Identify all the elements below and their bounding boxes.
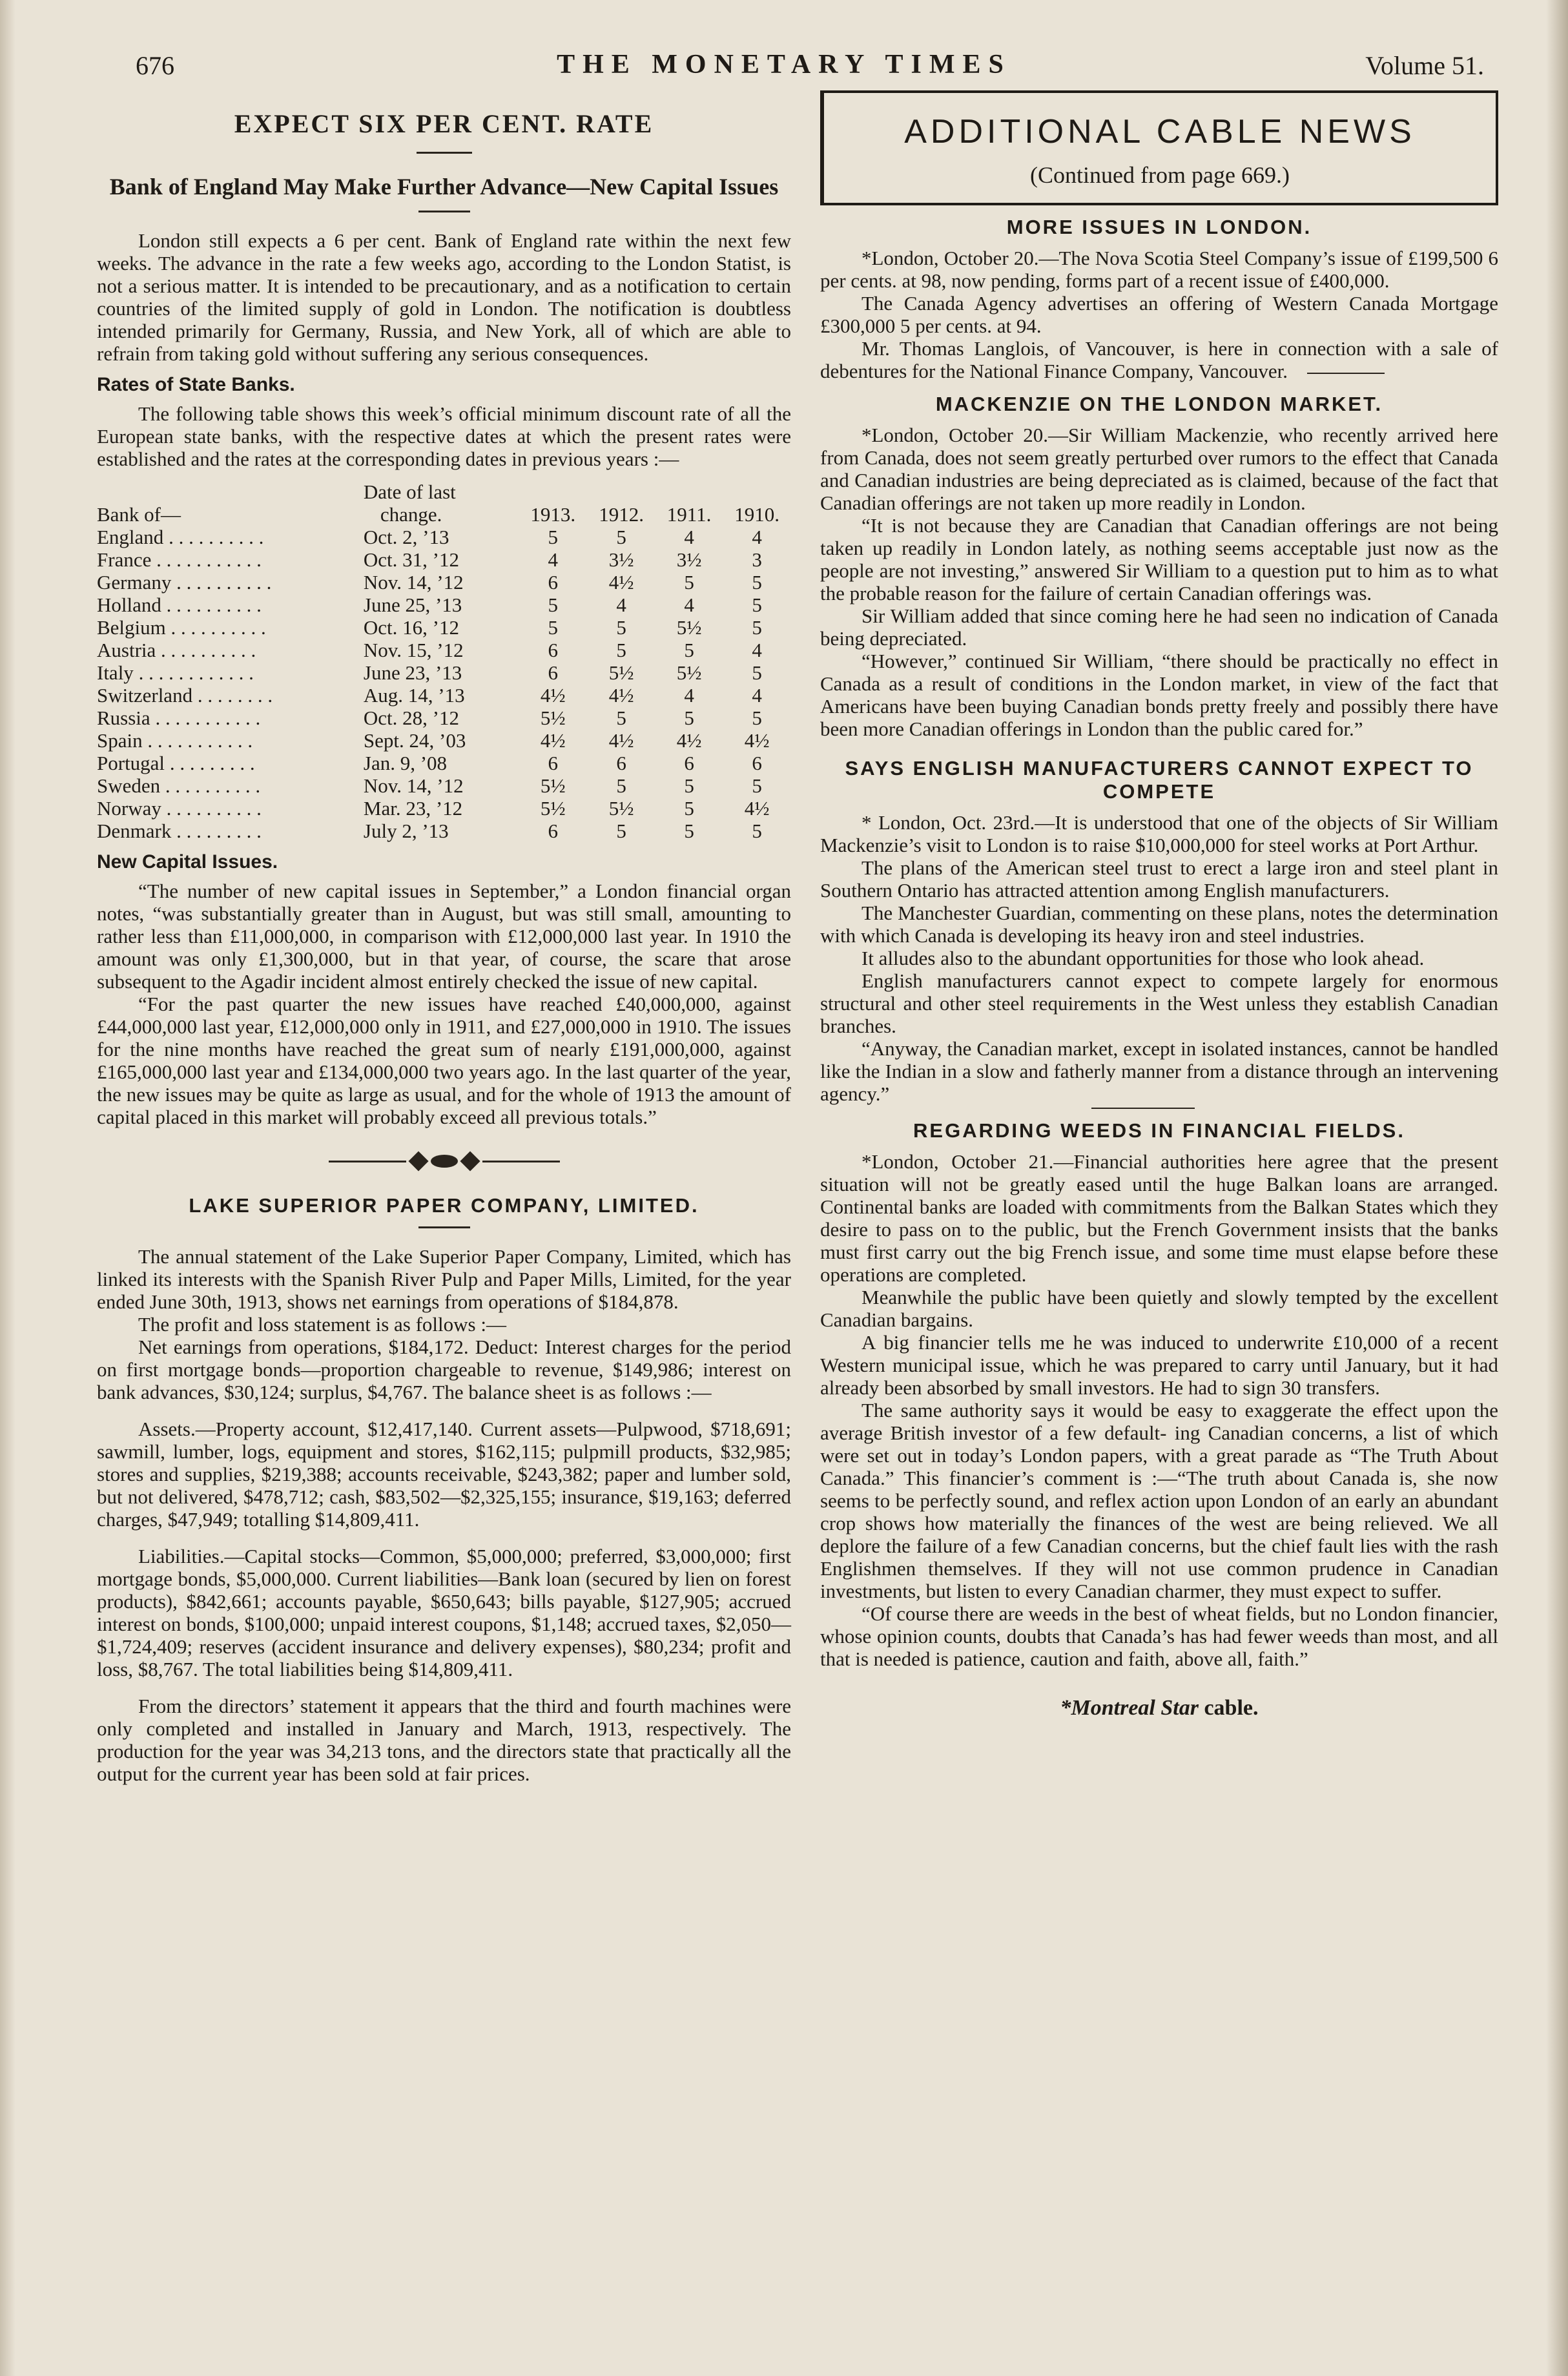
weeds-title: REGARDING WEEDS IN FINANCIAL FIELDS. [913, 1119, 1405, 1142]
rate-1912-cell: 6 [616, 752, 626, 774]
lake-assets-paragraph: Assets.—Property account, $12,417,140. Current assets—Pulpwood, $718,691; sawmill, lumber, logs, equipment and stores, $162,115; pulpmill products, $32,985; stores and supplies, $219,388; accounts receivable, $243,382; paper and lumber sold, but not delivered, $478,712; cash, $83,502—$2,325,155; insurance, $19,163; deferred charges, $47,949; totalling $14,809,411. [97, 1418, 791, 1531]
leader-dots: . . . . . . . . . . . [151, 548, 262, 571]
rate-1910-cell: 4½ [744, 729, 770, 752]
bank-name-cell [97, 752, 364, 774]
rate-1912-cell: 3½ [608, 548, 634, 571]
manufacturers-paragraph-2: The plans of the American steel trust to erect a large iron and steel plant in Southern Ontario has attracted attention among English manufacturers. [820, 856, 1498, 902]
capital-paragraph-1: “The number of new capital issues in September,” a London financial organ notes, “was substantially greater than in August, but was still small, amounting to rather less than £11,000,000, in comparison with £12,000,000 last year. In 1910 the amount was only £1,300,000, but in that year, of course, the scare that arose subsequent to the Agadir incident almost entirely checked the issue of new capital. [97, 880, 791, 993]
lake-title-rule [418, 1226, 470, 1228]
bank-name-cell [97, 707, 364, 729]
table-row [97, 729, 791, 752]
bank-name-cell [97, 548, 364, 571]
rate-1912-cell: 5½ [608, 661, 634, 684]
leader-dots: . . . . . . . . . . [156, 639, 256, 661]
rate-1911-cell: 4 [684, 594, 694, 616]
more-issues-paragraph-3 [820, 337, 1498, 382]
lake-superior-title: LAKE SUPERIOR PAPER COMPANY, LIMITED. [189, 1194, 699, 1217]
cable-news-title: ADDITIONAL CABLE NEWS [904, 113, 1416, 150]
rate-1913-cell: 5½ [540, 774, 566, 797]
rate-1913-cell: 5 [548, 594, 558, 616]
date-cell: Nov. 14, ’12 [363, 571, 464, 594]
date-cell: Sept. 24, ’03 [363, 729, 466, 752]
bank-name-cell [97, 684, 364, 707]
rate-1911-cell: 4 [684, 684, 694, 707]
journal-title: THE MONETARY TIMES [557, 50, 1011, 79]
leader-dots: . . . . . . . . . [165, 752, 255, 774]
section-dash [1307, 373, 1385, 374]
date-cell: Oct. 31, ’12 [363, 548, 459, 571]
leader-dots: . . . . . . . . . . . [142, 729, 253, 752]
section-dash-2 [1091, 1108, 1195, 1109]
leader-dots: . . . . . . . . [192, 684, 273, 707]
article-subtitle-rate: Bank of England May Make Further Advance—New Capital Issues [109, 174, 779, 200]
rate-1910-cell: 4 [752, 684, 762, 707]
rates-subheading: Rates of State Banks. [97, 374, 295, 395]
more-issues-paragraph-1: *London, October 20.—The Nova Scotia Steel Company’s issue of £199,500 6 per cents. at 98, now pending, forms part of a recent issue of £400,000. [820, 247, 1498, 292]
rate-1912-cell: 5½ [608, 797, 634, 820]
table-header-row-1 [97, 480, 791, 503]
weeds-paragraph-4: The same authority says it would be easy to exaggerate the effect upon the average British investor of a few default- ing Canadian concerns, a list of which were set out in today’s London papers, with a great parade as “The Truth About Canada.” This financier’s comment is :—“The truth about Canada is, she now seems to be perfectly sound, and reflex action upon London of an early an abundant crop shows how materially the finances of the west are being relieved. We all deplore the failure of a few Canadian concerns, but the chief fault lies with the rash Englishmen themselves. If they will not use common prudence in Canadian investments, but listen to every Canadian charmer, they must expect to suffer. [820, 1399, 1498, 1602]
table-row [97, 594, 791, 616]
rate-1911-cell: 6 [684, 752, 694, 774]
bank-name: Norway [97, 797, 161, 820]
lake-paragraph-3: Net earnings from operations, $184,172. Deduct: Interest charges for the period on first mortgage bonds—proportion chargeable to revenue, $149,986; interest on bank advances, $30,124; surplus, $4,767. The balance sheet is as follows :— [97, 1336, 791, 1403]
table-row [97, 571, 791, 594]
bank-name: Russia [97, 707, 150, 729]
bank-name-cell [97, 639, 364, 661]
rate-1913-cell: 4½ [540, 729, 566, 752]
rate-1912-cell: 5 [616, 707, 626, 729]
cable-credit [820, 1696, 1498, 1720]
page-edge-right [1546, 0, 1568, 2376]
date-cell: Jan. 9, ’08 [363, 752, 448, 774]
date-cell: Nov. 15, ’12 [363, 639, 464, 661]
state-bank-rates-table [97, 480, 791, 842]
more-issues-paragraph-3-text: Mr. Thomas Langlois, of Vancouver, is here in connection with a sale of debentures for the National Finance Company, Vancouver. [820, 337, 1498, 382]
rate-1913-cell: 6 [548, 571, 558, 594]
bank-name: France [97, 548, 152, 571]
leader-dots: . . . . . . . . . . . [150, 707, 261, 729]
leader-dots: . . . . . . . . . [171, 820, 262, 842]
rate-1912-cell: 5 [616, 616, 626, 639]
mackenzie-title: MACKENZIE ON THE LONDON MARKET. [935, 393, 1383, 415]
rate-1911-cell: 5 [684, 774, 694, 797]
bank-name: Italy [97, 661, 134, 684]
rate-1913-cell: 5 [548, 616, 558, 639]
bank-name-cell [97, 729, 364, 752]
article-title-rate: EXPECT SIX PER CENT. RATE [234, 109, 654, 138]
rate-1911-cell: 5 [684, 571, 694, 594]
rate-1913-cell: 6 [548, 752, 558, 774]
rate-1913-cell: 6 [548, 639, 558, 661]
right-column [820, 97, 1498, 1720]
left-column [97, 97, 791, 1785]
bank-name-cell [97, 774, 364, 797]
header-1911: 1911. [666, 503, 712, 526]
more-issues-title: MORE ISSUES IN LONDON. [1006, 216, 1312, 238]
bank-name-cell [97, 797, 364, 820]
rate-1910-cell: 5 [752, 616, 762, 639]
bank-name: Belgium [97, 616, 166, 639]
weeds-paragraph-1: *London, October 21.—Financial authorities here agree that the present situation will not be greatly eased until the huge Balkan loans are arranged. Continental banks are loaded with commitments from the Balkan States which they desire to pass on to the public, but the French Government insists that the banks must first carry out the big French issue, and some time must elapse before these operations are completed. [820, 1150, 1498, 1286]
bank-name-cell [97, 526, 364, 548]
rate-1910-cell: 4 [752, 526, 762, 548]
table-header-row-2 [97, 503, 791, 526]
bank-name: Spain [97, 729, 143, 752]
rate-1910-cell: 5 [752, 774, 762, 797]
english-manufacturers-title: SAYS ENGLISH MANUFACTURERS CANNOT EXPECT TO COMPETE [845, 757, 1474, 803]
rate-1913-cell: 4½ [540, 684, 566, 707]
rate-1913-cell: 6 [548, 661, 558, 684]
leader-dots: . . . . . . . . . . [161, 594, 262, 616]
lake-paragraph-2: The profit and loss statement is as follows :— [138, 1313, 506, 1336]
leader-dots: . . . . . . . . . . [171, 571, 272, 594]
section-ornament [97, 1154, 791, 1168]
capital-paragraph-2: “For the past quarter the new issues have reached £40,000,000, against £44,000,000 last year, £12,000,000 only in 1911, and £27,000,000 in 1910. The issues for the nine months have reached the great sum of nearly £191,000,000, against £165,000,000 last year and £134,000,000 two years ago. In the last quarter of the year, the new issues may be quite as large as usual, and for the whole of 1913 the amount of capital placed in this market will probably exceed all previous totals.” [97, 993, 791, 1128]
table-row [97, 548, 791, 571]
rate-1910-cell: 4½ [744, 797, 770, 820]
bank-name-cell [97, 594, 364, 616]
table-row [97, 774, 791, 797]
table-row [97, 797, 791, 820]
cable-news-continued: (Continued from page 669.) [1030, 162, 1290, 188]
title-rule [417, 152, 472, 154]
table-row [97, 820, 791, 842]
mackenzie-paragraph-2: “It is not because they are Canadian that Canadian offerings are not being taken up readily in London lately, as nothing seems acceptable just now as the people are not investing,” answered Sir William to a question put to him as to what the probable reason for the failure of certain Canadian offerings was. [820, 514, 1498, 604]
page-edge-left [0, 0, 15, 2376]
manufacturers-paragraph-1: * London, Oct. 23rd.—It is understood that one of the objects of Sir William Mackenzie’s visit to London is to raise $10,000,000 for steel works at Port Arthur. [820, 811, 1498, 856]
table-row [97, 526, 791, 548]
leader-dots: . . . . . . . . . . . . [133, 661, 254, 684]
rate-1910-cell: 6 [752, 752, 762, 774]
bank-name: Portugal [97, 752, 165, 774]
bank-name-cell [97, 661, 364, 684]
weeds-paragraph-5: “Of course there are weeds in the best of wheat fields, but no London financier, whose opinion counts, doubts that Canada’s has had fewer weeds than most, and all that is needed is patience, caution and faith, above all, faith.” [820, 1602, 1498, 1670]
rate-1912-cell: 5 [616, 639, 626, 661]
date-cell: June 23, ’13 [363, 661, 462, 684]
table-row [97, 639, 791, 661]
date-cell: Oct. 16, ’12 [363, 616, 459, 639]
bank-name-cell [97, 820, 364, 842]
rate-1910-cell: 5 [752, 594, 762, 616]
bank-name: Sweden [97, 774, 161, 797]
rate-1911-cell: 5 [684, 820, 694, 842]
date-cell: Mar. 23, ’12 [363, 797, 463, 820]
header-1913: 1913. [530, 503, 576, 526]
rate-1910-cell: 5 [752, 820, 762, 842]
date-cell: Nov. 14, ’12 [363, 774, 464, 797]
rate-1911-cell: 5 [684, 797, 694, 820]
rate-paragraph-2: The following table shows this week’s official minimum discount rate of all the European state banks, with the respective dates at which the present rates were established and the rates at the corresponding dates in previous years :— [97, 402, 791, 470]
cable-news-box [820, 90, 1498, 205]
rate-1912-cell: 4½ [608, 729, 634, 752]
header-bank: Bank of— [97, 503, 181, 526]
manufacturers-paragraph-4: It alludes also to the abundant opportunities for those who look ahead. [861, 947, 1425, 969]
page-number: 676 [136, 51, 174, 80]
rate-1910-cell: 5 [752, 707, 762, 729]
rate-1913-cell: 5½ [540, 707, 566, 729]
rate-1911-cell: 5½ [676, 661, 702, 684]
rate-1913-cell: 6 [548, 820, 558, 842]
bank-name: Germany [97, 571, 172, 594]
rate-1911-cell: 4 [684, 526, 694, 548]
lake-paragraph-1: The annual statement of the Lake Superior Paper Company, Limited, which has linked its interests with the Spanish River Pulp and Paper Mills, Limited, for the year ended June 30th, 1913, shows net earnings from operations of $184,878. [97, 1245, 791, 1313]
capital-subheading: New Capital Issues. [97, 851, 278, 873]
table-row [97, 684, 791, 707]
header-1910: 1910. [734, 503, 779, 526]
rate-1912-cell: 5 [616, 526, 626, 548]
rate-1910-cell: 5 [752, 661, 762, 684]
leader-dots: . . . . . . . . . . [163, 526, 264, 548]
table-row [97, 752, 791, 774]
bank-name: Holland [97, 594, 161, 616]
rate-1912-cell: 5 [616, 820, 626, 842]
bank-name: Denmark [97, 820, 172, 842]
lake-directors-paragraph: From the directors’ statement it appears that the third and fourth machines were only completed and installed in January and March, 1913, respectively. The production for the year was 34,213 tons, and the directors state that practically all the output for the current year has been sold at fair prices. [97, 1695, 791, 1785]
leader-dots: . . . . . . . . . . [160, 774, 261, 797]
manufacturers-paragraph-3: The Manchester Guardian, commenting on these plans, notes the determination with which Canada is developing its heavy iron and steel industries. [820, 902, 1498, 947]
credit-source: *Montreal Star [1060, 1696, 1199, 1720]
credit-tail: cable. [1198, 1696, 1259, 1720]
date-cell: Oct. 2, ’13 [363, 526, 449, 548]
rate-1913-cell: 4 [548, 548, 558, 571]
subtitle-rule [418, 211, 470, 212]
more-issues-paragraph-2: The Canada Agency advertises an offering of Western Canada Mortgage £300,000 5 per cents. at 94. [820, 292, 1498, 337]
rate-1912-cell: 4 [616, 594, 626, 616]
date-cell: Aug. 14, ’13 [363, 684, 465, 707]
header-1912: 1912. [599, 503, 644, 526]
rate-1910-cell: 3 [752, 548, 762, 571]
header-date-line-1: Date of last [363, 480, 456, 503]
rate-paragraph-1: London still expects a 6 per cent. Bank of England rate within the next few weeks. The advance in the rate a few weeks ago, according to the London Statist, is not a serious matter. It is intended to be precautionary, and as a notification to certain countries of the limited supply of gold in London. The notification is doubtless intended primarily for Germany, Russia, and New York, all of which are able to refrain from taking gold without suffering any serious consequences. [97, 229, 791, 365]
rate-1910-cell: 5 [752, 571, 762, 594]
rate-1912-cell: 4½ [608, 684, 634, 707]
table-row [97, 616, 791, 639]
manufacturers-paragraph-6: “Anyway, the Canadian market, except in isolated instances, cannot be handled like the Indian in a slow and fatherly manner from a distance through an intervening agency.” [820, 1037, 1498, 1105]
rate-1913-cell: 5 [548, 526, 558, 548]
weeds-paragraph-2: Meanwhile the public have been quietly and slowly tempted by the excellent Canadian bargains. [820, 1286, 1498, 1331]
rate-1911-cell: 5 [684, 639, 694, 661]
table-row [97, 661, 791, 684]
rate-1911-cell: 5½ [676, 616, 702, 639]
bank-name: Austria [97, 639, 156, 661]
bank-name-cell [97, 571, 364, 594]
date-cell: June 25, ’13 [363, 594, 462, 616]
leader-dots: . . . . . . . . . . [165, 616, 266, 639]
rate-1911-cell: 5 [684, 707, 694, 729]
lake-liabilities-paragraph: Liabilities.—Capital stocks—Common, $5,000,000; preferred, $3,000,000; first mortgage bonds, $5,000,000. Current liabilities—Bank loan (secured by lien on forest products), $842,661; accounts payable, $650,643; bills payable, $127,905; accrued interest on bonds, $100,000; unpaid interest coupons, $1,148; accrued taxes, $2,050—$1,724,409; reserves (accident insurance and delivery expenses), $80,234; profit and loss, $8,767. The total liabilities being $14,809,411. [97, 1545, 791, 1680]
date-cell: Oct. 28, ’12 [363, 707, 459, 729]
date-cell: July 2, ’13 [363, 820, 449, 842]
manufacturers-paragraph-5: English manufacturers cannot expect to compete largely for enormous structural and other steel requirements in the West unless they establish Canadian branches. [820, 969, 1498, 1037]
rate-1913-cell: 5½ [540, 797, 566, 820]
running-header [0, 45, 1568, 84]
mackenzie-paragraph-4: “However,” continued Sir William, “there should be practically no effect in Canada as a result of conditions in the London market, in view of the fact that Americans have been buying Canadian bonds pretty freely and possibly there have been more Canadian offerings in London than the public cared for.” [820, 650, 1498, 740]
leader-dots: . . . . . . . . . . [161, 797, 262, 820]
rate-1912-cell: 4½ [608, 571, 634, 594]
rate-1911-cell: 3½ [676, 548, 702, 571]
mackenzie-paragraph-3: Sir William added that since coming here he had seen no indication of Canada being depreciated. [820, 604, 1498, 650]
rate-1911-cell: 4½ [676, 729, 702, 752]
volume-label: Volume 51. [1365, 51, 1484, 80]
table-row [97, 707, 791, 729]
rate-1912-cell: 5 [616, 774, 626, 797]
header-date-line-2: change. [380, 503, 442, 526]
bank-name: England [97, 526, 164, 548]
rate-1910-cell: 4 [752, 639, 762, 661]
bank-name: Switzerland [97, 684, 193, 707]
mackenzie-paragraph-1: *London, October 20.—Sir William Mackenzie, who recently arrived here from Canada, does not seem greatly perturbed over rumors to the effect that Canada and Canadian industries are being depreciated as is claimed, because of the fact that Canadian offerings are not taken up more readily in London. [820, 424, 1498, 514]
bank-name-cell [97, 616, 364, 639]
weeds-paragraph-3: A big financier tells me he was induced to underwrite £10,000 of a recent Western municipal issue, which he was prepared to carry until January, but it had already been absorbed by small investors. He had to sign 30 transfers. [820, 1331, 1498, 1399]
